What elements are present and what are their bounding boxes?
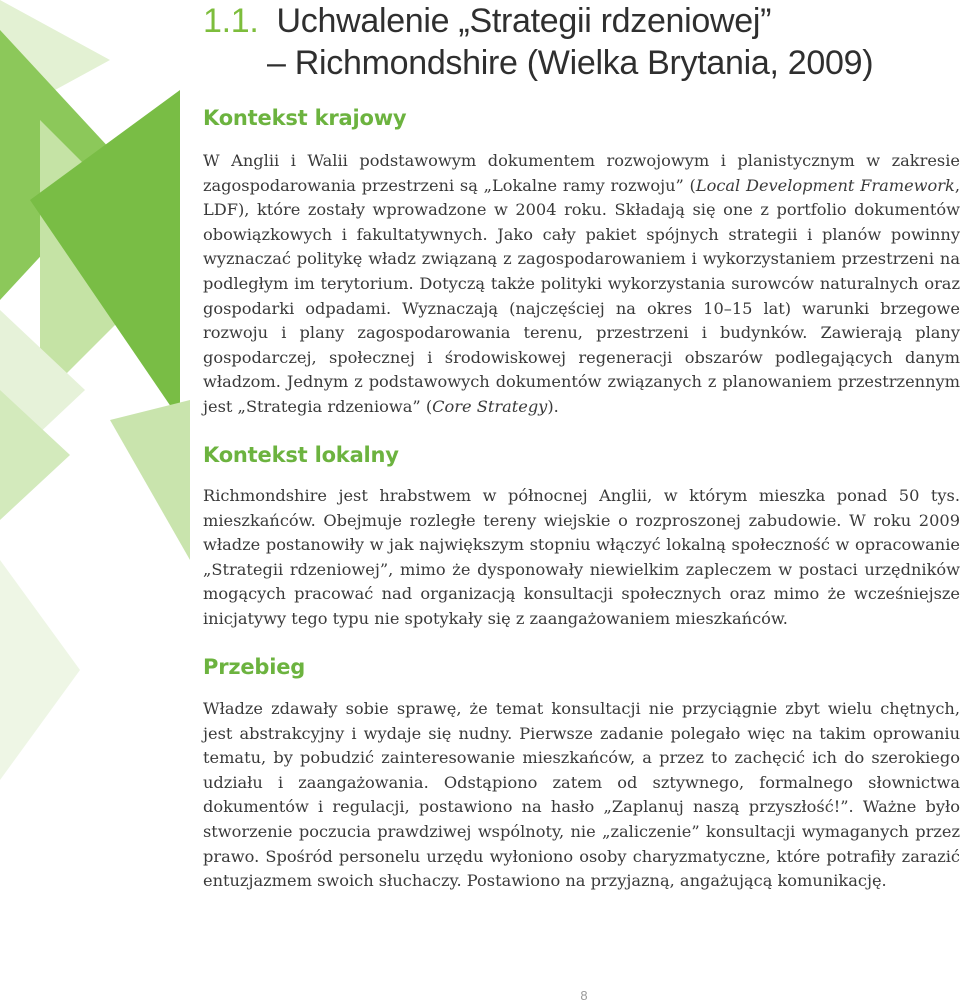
page-number: 8 [580,988,588,1003]
paragraph-text: , LDF), które zostały wprowadzone w 2004 roku. Składają się one z portfolio dokumentów obowiązkowych i fakultatywnych. Jako cały pakiet spójnych strategii i planów powinny wyznaczać politykę władz związaną z zagospodarowaniem i wykorzystaniem przestrzeni na podległym im terytorium. Dotyczą także polityki wykorzystania surowców naturalnych oraz gospodarki odpadami. Wyznaczają (najczęściej na okres 10–15 lat) warunki brzegowe rozwoju i plany zagospodarowania terenu, przestrzeni i budynków. Zawierają plany gospodarczej, społecznej i środowiskowej regeneracji obszarów podlegających danym władzom. Jednym z podstawowych dokumentów związanych z planowaniem przestrzennym jest „Strategia rdzeniowa” ( [203,175,960,416]
paragraph-text: W Anglii i Walii podstawowym dokumentem rozwojowym i planistycznym w zakresie zagospodarowania przestrzeni są „Lokalne ramy rozwoju” ( [203,151,960,195]
decor-triangle-pale-3 [0,560,80,780]
section-heading-local: Kontekst lokalny [203,443,399,467]
section-paragraph-national [203,149,960,420]
title-text-2: – Richmondshire (Wielka Brytania, 2009) [267,44,874,82]
title-line-2 [203,44,873,83]
paragraph-text: ). [547,396,559,416]
title-line-1 [203,2,771,41]
section-paragraph-local: Richmondshire jest hrabstwem w północnej Anglii, w którym mieszka ponad 50 tys. mieszkańców. Obejmuje rozległe tereny wiejskie o rozproszonej zabudowie. W roku 2009 władze postanowiły w jak największym stopniu włączyć lokalną społeczność w opracowanie „Strategii rdzeniowej”, mimo że dysponowały niewielkim zapleczem w postaci urzędników mogących pracować nad organizacją konsultacji społecznych oraz mimo że wcześniejsze inicjatywy tego typu nie spotykały się z zaangażowaniem mieszkańców. [203,486,960,628]
paragraph-italic: Local Development Framework [695,175,955,195]
section-heading-process: Przebieg [203,655,306,679]
section-number: 1.1. [203,2,259,40]
paragraph-italic: Core Strategy [432,396,548,416]
title-text-1: Uchwalenie „Strategii rdzeniowej” [276,2,772,40]
decor-triangle-light-3 [110,400,190,560]
section-heading-national: Kontekst krajowy [203,106,407,130]
decorative-triangles [0,0,200,780]
section-paragraph-process: Władze zdawały sobie sprawę, że temat konsultacji nie przyciągnie zbyt wielu chętnych, jest abstrakcyjny i wydaje się nudny. Pierwsze zadanie polegało więc na takim oprowaniu tematu, by pobudzić zainteresowanie mieszkańców, a przez to zachęcić ich do szerokiego udziału i zaangażowania. Odstąpiono zatem od sztywnego, formalnego słownictwa dokumentów i regulacji, postawiono na hasło „Zaplanuj naszą przyszłość!”. Ważne było stworzenie poczucia prawdziwej wspólnoty, nie „zaliczenie” konsultacji wymaganych przez prawo. Spośród personelu urzędu wyłoniono osoby charyzmatyczne, które potrafiły zarazić entuzjazmem swoich słuchaczy. Postawiono na przyjazną, angażującą komunikację. [203,699,960,891]
